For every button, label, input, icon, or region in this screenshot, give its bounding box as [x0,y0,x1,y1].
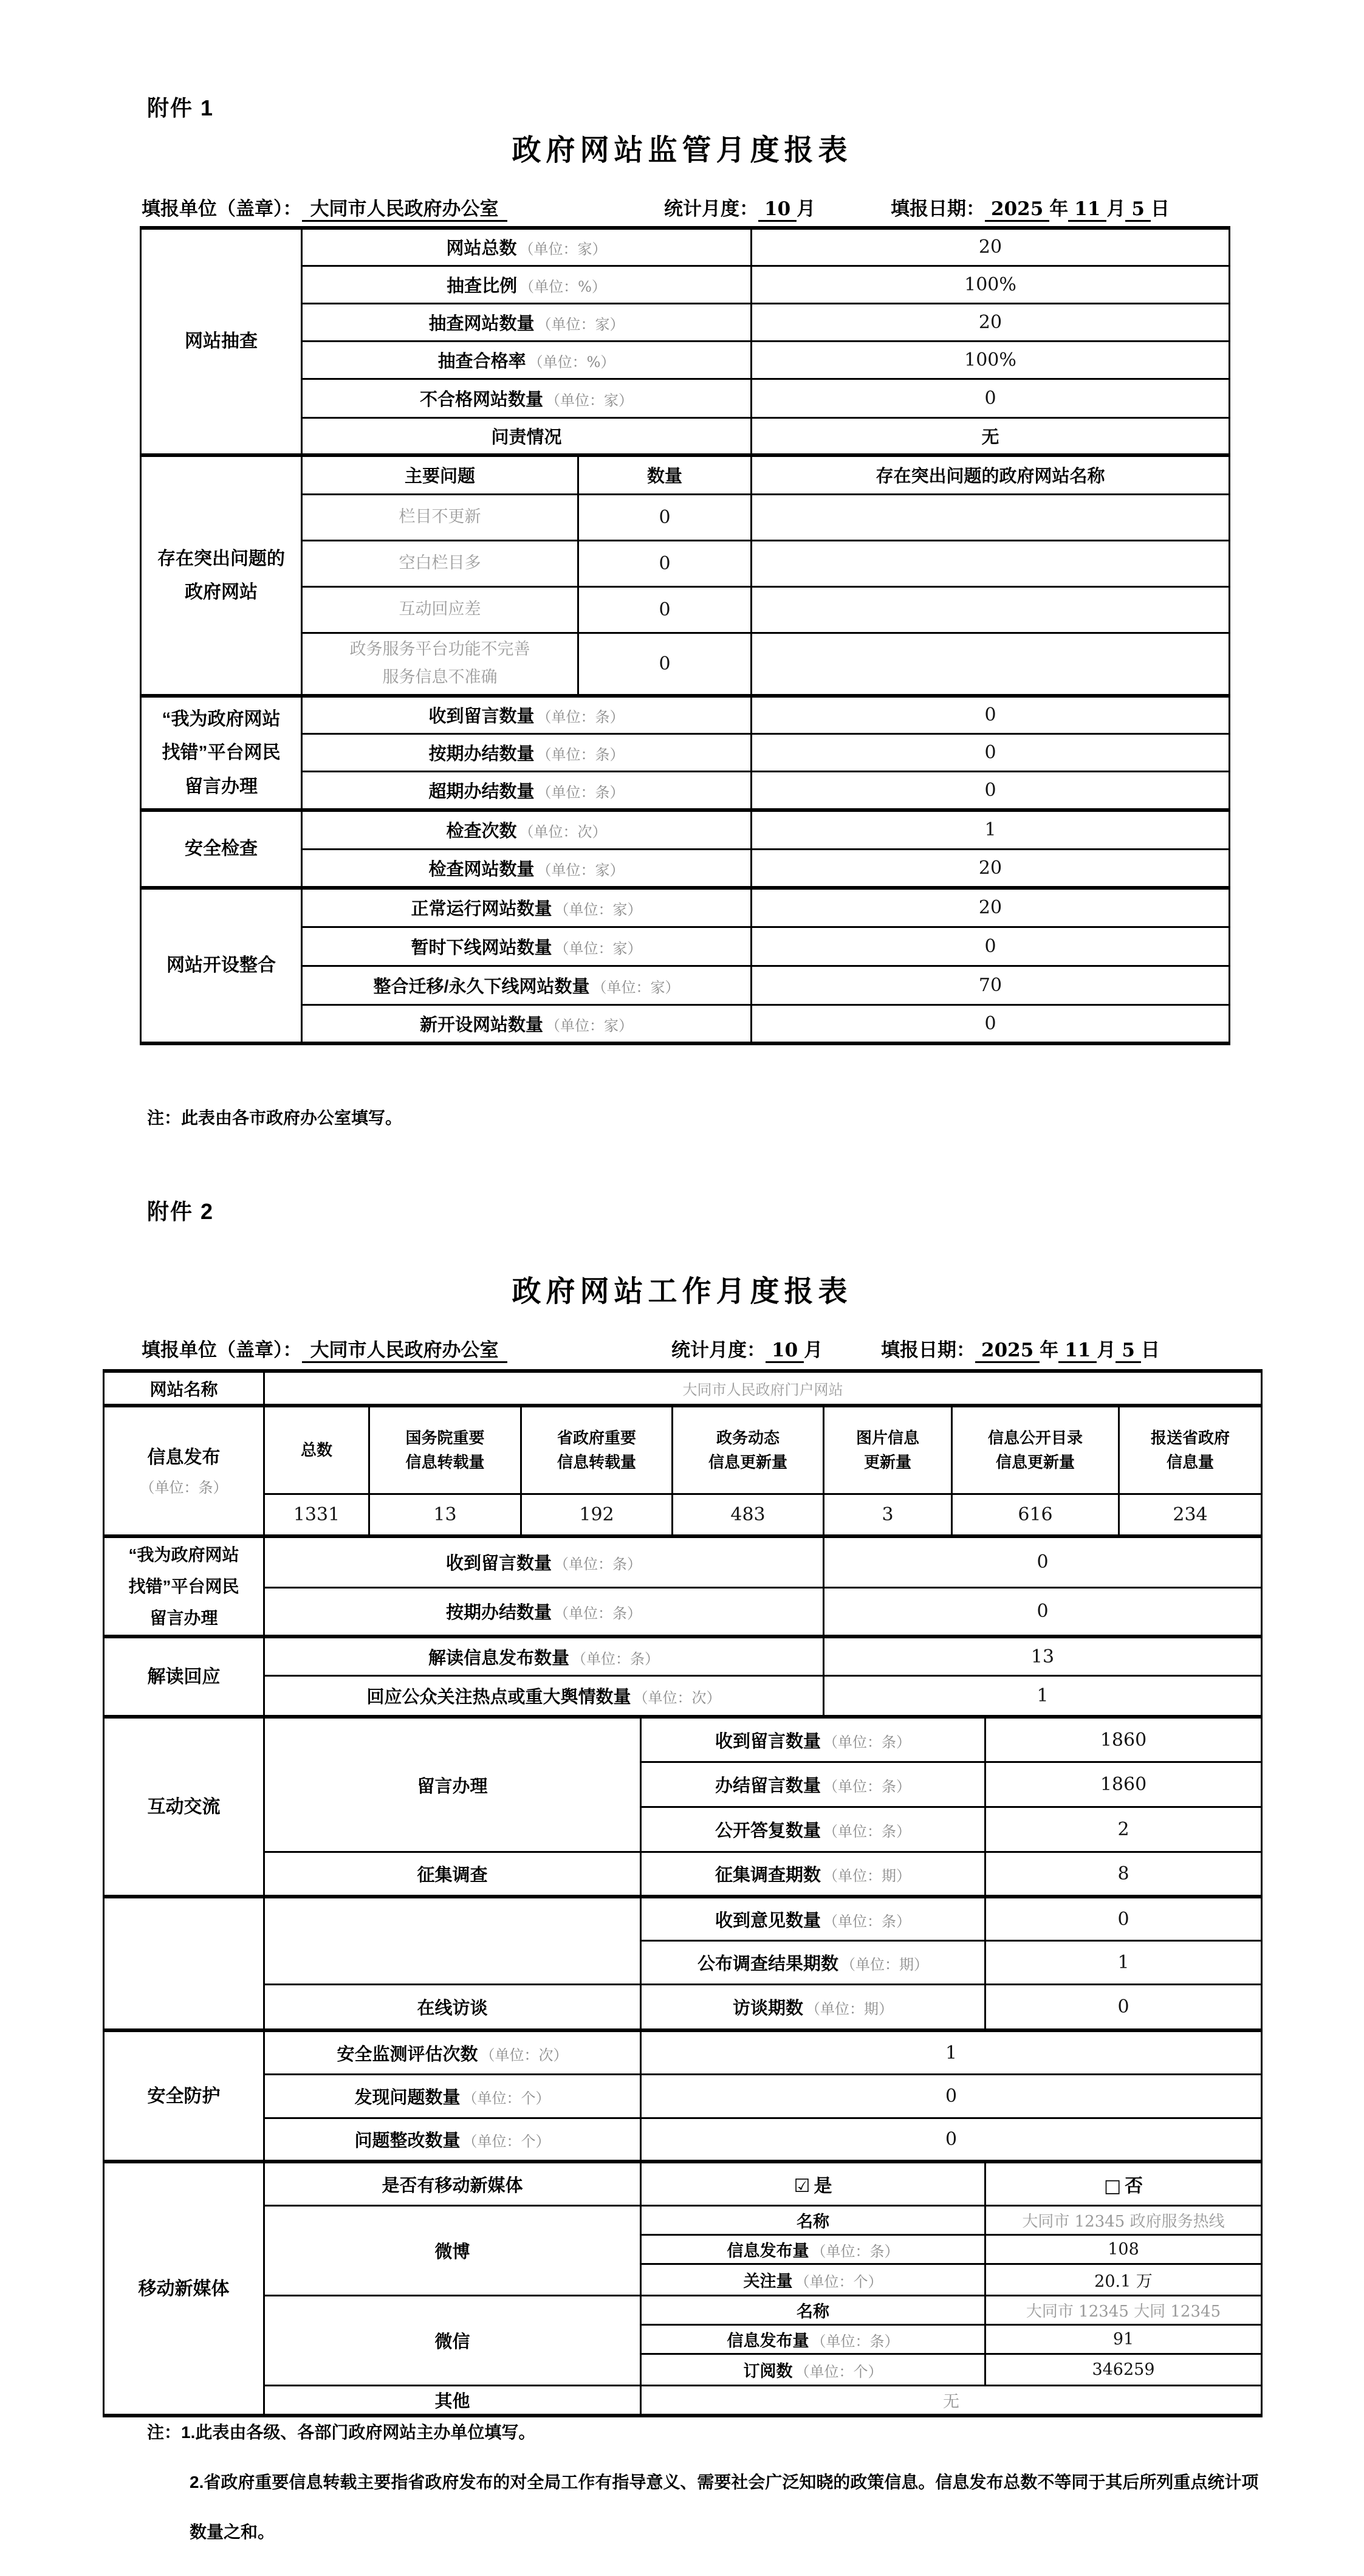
unit-text: （单位：条） [811,2332,899,2350]
label-text: 公布调查结果期数 [697,1954,838,1974]
yes-option [641,2162,985,2205]
row-label [641,2264,985,2295]
attachment1-title: 政府网站监管月度报表 [512,134,852,167]
issue-count: 0 [578,540,752,586]
row-value: 13 [824,1637,1262,1675]
label-text: 正常运行网站数量 [411,899,552,919]
row-label [264,1675,824,1717]
table-row [141,966,1230,1005]
label-text: 回应公众关注热点或重大舆情数量 [366,1688,631,1708]
subgroup-other: 其他 [264,2385,641,2416]
table-row [104,1897,1262,1940]
unit-text: （单位：条） [823,1777,911,1795]
table-row [141,586,1230,633]
header-line2: 信息更新量 [708,1453,787,1472]
label-text: 发现问题数量 [354,2087,461,2107]
table-row [104,2162,1262,2205]
table-row [104,2205,1262,2234]
label-text: 信息发布量 [727,2241,809,2260]
row-label [302,417,752,455]
no-option [985,2162,1262,2205]
label-text: 问责情况 [491,427,562,447]
yes-label: 是 [814,2176,832,2197]
checked-checkbox-icon: ☑ [793,2176,811,2197]
no-label: 否 [1125,2176,1143,2197]
attachment2-title: 政府网站工作月度报表 [512,1276,852,1308]
row-value: 1 [824,1675,1262,1717]
label-text: 抽查网站数量 [428,314,535,334]
table-row [104,1371,1262,1406]
issue-label: 互动回应差 [302,586,578,633]
header-line1: 信息公开目录 [987,1428,1083,1447]
report-date-day: 5 [1116,1339,1141,1363]
table-row [141,810,1230,849]
report-period [664,193,815,221]
unit-text: （单位：期） [823,1867,911,1885]
row-label [264,1637,824,1675]
table-row [141,849,1230,888]
table-row [104,2074,1262,2118]
row-label [264,2074,641,2118]
unit-text: （单位：家） [519,241,607,258]
row-label [302,888,752,927]
issue-sites [752,494,1230,540]
unit-text: （单位：个） [462,2133,550,2151]
label-text: 信息发布量 [727,2331,809,2350]
row-label [641,2295,985,2324]
column-header [952,1406,1119,1494]
info-value: 483 [673,1494,824,1536]
table-row [141,455,1230,494]
note-line-2: 2.省政府重要信息转载主要指省政府发布的对全局工作有指导意义、需要社会广泛知晓的政策信息。信息发布总数不等同于其后所列重点统计项数量之和。 [190,2473,1259,2541]
issue-label: 空白栏目多 [302,540,578,586]
row-label [264,1536,824,1587]
row-label [264,1587,824,1637]
unit-text: （单位：条） [536,709,625,726]
issue-line2: 服务信息不准确 [382,668,498,687]
group-unit-text: （单位：条） [140,1479,228,1497]
group-interpretation: 解读回应 [104,1637,264,1717]
group-mobile-new-media: 移动新媒体 [104,2162,264,2416]
unit-text: （单位：条） [536,783,625,801]
weibo-name-value: 大同市 12345 政府服务热线 [985,2205,1262,2234]
site-name-label: 网站名称 [104,1371,264,1406]
table-row [141,341,1230,379]
group-interaction: 互动交流 [104,1717,264,1897]
label-text: 暂时下线网站数量 [411,938,552,958]
label-text: 订阅数 [743,2361,793,2380]
unit-text: （单位：个） [462,2089,550,2107]
label-text: 收到留言数量 [445,1554,552,1574]
label-text: 收到留言数量 [428,707,535,727]
row-label [641,1807,985,1852]
row-value: 1860 [985,1762,1262,1807]
header-line1: 图片信息 [855,1428,919,1447]
row-label [641,2234,985,2264]
report-date-year: 2025 [985,198,1049,222]
report-period-label: 统计月度： [671,1339,766,1361]
label-text: 访谈期数 [732,1999,803,2019]
note-line-1: 注：1.此表由各级、各部门政府网站主办单位填写。 [147,2423,536,2442]
row-value: 0 [824,1587,1262,1637]
unit-text: （单位：次） [519,823,607,841]
table-row [104,1852,1262,1897]
label-text: 名称 [797,2212,829,2231]
table-row [104,1637,1262,1675]
row-label [641,2324,985,2354]
unit-text: （单位：次） [480,2046,568,2064]
unit-text: （单位：家） [554,939,642,957]
table-row [104,2030,1262,2074]
row-label [302,303,752,341]
row-label [264,2030,641,2074]
row-value: 1 [752,810,1230,849]
row-value: 20 [752,303,1230,341]
unit-text: （单位：个） [795,2363,883,2380]
row-value: 0 [641,2074,1262,2118]
header-line2: 信息转载量 [557,1453,636,1472]
table-row [141,888,1230,927]
row-label [302,810,752,849]
row-value: 0 [752,733,1230,771]
row-value: 8 [985,1852,1262,1897]
label-text: 办结留言数量 [715,1776,821,1796]
label-text: 整合迁移/永久下线网站数量 [373,977,590,997]
table-row [104,1406,1262,1494]
header-line1: 国务院重要 [405,1428,485,1447]
table-row [141,228,1230,266]
info-value: 1331 [264,1494,369,1536]
issue-sites [752,633,1230,696]
column-header [824,1406,952,1494]
column-header [521,1406,673,1494]
row-value: 70 [752,966,1230,1005]
group-label-line2: 政府网站 [185,582,258,602]
group-label-line2: 找错”平台网民 [128,1576,239,1596]
table-row [141,540,1230,586]
row-label [302,228,752,266]
report-date [881,1334,1160,1362]
issue-count: 0 [578,586,752,633]
unit-text: （单位：个） [795,2273,883,2290]
column-header-site: 存在突出问题的政府网站名称 [752,455,1230,494]
month-unit: 月 [1106,198,1126,219]
group-feedback-platform [141,696,302,810]
table-row [104,1984,1262,2030]
row-label [302,771,752,810]
header-line1: 省政府重要 [557,1428,636,1447]
table-row [104,2118,1262,2162]
row-label [641,2354,985,2385]
label-text: 公开答复数量 [715,1821,821,1841]
column-header [673,1406,824,1494]
attachment1-note: 注：此表由各市政府办公室填写。 [147,1108,403,1127]
report-date-day: 5 [1125,198,1151,222]
group-label-line3: 留言办理 [185,776,258,797]
row-value: 1860 [985,1717,1262,1762]
unit-text: （单位：条） [554,1605,642,1623]
row-value: 2 [985,1807,1262,1852]
subgroup-online-interview: 在线访谈 [264,1984,641,2030]
has-mobile-media-label: 是否有移动新媒体 [264,2162,641,2205]
group-security-protection: 安全防护 [104,2030,264,2162]
row-label [302,1005,752,1043]
group-feedback-platform [104,1536,264,1637]
attachment2-notes [147,2408,1259,2557]
attachment1-meta-line [0,193,1364,221]
label-text: 超期办结数量 [428,781,535,802]
day-unit: 日 [1141,1339,1160,1361]
unit-text: （单位：家） [554,901,642,919]
label-text: 按期办结数量 [445,1603,552,1623]
row-value: 0 [752,1005,1230,1043]
table-row [141,1005,1230,1043]
row-value: 20.1 万 [985,2264,1262,2295]
header-line1: 报送省政府 [1150,1428,1230,1447]
row-value: 0 [985,1897,1262,1940]
row-label [302,927,752,966]
group-label-line1: “我为政府网站 [162,709,281,729]
issue-label: 栏目不更新 [302,494,578,540]
label-text: 名称 [797,2302,829,2321]
header-line1: 政务动态 [716,1428,780,1447]
row-label [641,1717,985,1762]
site-name-value: 大同市人民政府门户网站 [264,1371,1262,1406]
work-report-table [103,1369,1263,2417]
issue-count: 0 [578,494,752,540]
row-value: 0 [752,696,1230,733]
day-unit: 日 [1151,198,1170,219]
row-value: 1 [641,2030,1262,2074]
issue-sites [752,586,1230,633]
label-text: 征集调查期数 [715,1866,821,1886]
table-row [104,1717,1262,1762]
table-row [141,303,1230,341]
row-label [302,733,752,771]
row-label [302,341,752,379]
info-value: 13 [369,1494,521,1536]
attachment2-label: 附件 2 [147,1199,214,1224]
issue-sites [752,540,1230,586]
report-unit-label: 填报单位（盖章）： [142,1339,302,1361]
row-label [641,1940,985,1984]
report-period-unit: 月 [804,1339,823,1361]
label-text: 收到留言数量 [715,1731,821,1751]
subgroup-survey: 征集调查 [264,1852,641,1897]
attachment1-label: 附件 1 [147,95,214,120]
label-text: 抽查合格率 [437,351,526,371]
row-label [641,1762,985,1807]
row-label [302,966,752,1005]
header-line2: 更新量 [863,1453,911,1472]
unit-text: （单位：%） [519,278,606,295]
group-site-integration: 网站开设整合 [141,888,302,1043]
group-site-check: 网站抽查 [141,228,302,455]
row-label [641,1897,985,1940]
row-value: 0 [752,771,1230,810]
issue-line1: 政务服务平台功能不完善 [349,640,530,659]
group-label-line1: 存在突出问题的 [157,548,285,569]
label-text: 问题整改数量 [354,2131,461,2151]
unit-text: （单位：期） [806,2001,893,2018]
table-row [141,733,1230,771]
unit-text: （单位：家） [592,978,680,996]
report-date [891,193,1170,221]
label-text: 不合格网站数量 [420,390,544,410]
unchecked-checkbox-icon: □ [1103,2176,1122,2197]
report-date-year: 2025 [975,1339,1040,1363]
row-label [641,1852,985,1897]
info-value: 234 [1119,1494,1262,1536]
report-period-value: 10 [758,198,797,222]
group-label-line2: 找错”平台网民 [162,743,281,763]
table-row [141,417,1230,455]
report-date-label: 填报日期： [881,1339,975,1361]
report-period-label: 统计月度： [664,198,758,219]
row-value: 100% [752,266,1230,303]
row-value: 0 [641,2118,1262,2162]
report-date-label: 填报日期： [891,198,985,219]
unit-text: （单位：家） [546,1017,634,1034]
unit-text: （单位：家） [536,315,625,333]
label-text: 收到意见数量 [715,1911,821,1931]
column-header [369,1406,521,1494]
row-value: 1 [985,1940,1262,1984]
header-line2: 信息量 [1166,1453,1214,1472]
unit-text: （单位：条） [823,1733,911,1751]
table-row [141,696,1230,733]
table-row [141,633,1230,696]
unit-text: （单位：条） [536,746,625,763]
column-header-issue: 主要问题 [302,455,578,494]
subgroup-weibo: 微博 [264,2205,641,2295]
unit-text: （单位：条） [811,2242,899,2260]
row-value: 0 [985,1984,1262,2030]
unit-text: （单位：次） [633,1689,721,1707]
header-line2: 信息更新量 [995,1453,1075,1472]
label-text: 新开设网站数量 [420,1015,544,1035]
row-label [641,1984,985,2030]
unit-text: （单位：家） [536,861,625,879]
group-label-line1: “我为政府网站 [128,1545,239,1564]
report-period [671,1334,823,1362]
table-row [141,927,1230,966]
empty-group-cell [104,1897,264,2030]
group-info-publish [104,1406,264,1536]
label-text: 按期办结数量 [428,744,535,764]
label-text: 安全监测评估次数 [337,2044,478,2064]
report-date-month: 11 [1068,198,1106,222]
unit-text: （单位：条） [572,1650,659,1668]
row-value: 108 [985,2234,1262,2264]
unit-text: （单位：家） [546,391,634,409]
table-row [104,1494,1262,1536]
year-unit: 年 [1049,198,1069,219]
group-label-text: 信息发布 [147,1447,221,1468]
table-row [141,266,1230,303]
subgroup-wechat: 微信 [264,2295,641,2385]
info-value: 616 [952,1494,1119,1536]
empty-subgroup-cell [264,1897,641,1984]
unit-text: （单位：期） [841,1956,928,1973]
info-value: 3 [824,1494,952,1536]
row-value: 20 [752,228,1230,266]
header-line2: 信息转载量 [405,1453,485,1472]
report-unit-value: 大同市人民政府办公室 [302,198,507,222]
unit-text: （单位：条） [823,1912,911,1930]
row-label [264,2118,641,2162]
issue-count: 0 [578,633,752,696]
report-period-unit: 月 [797,198,816,219]
unit-text: （单位：%） [528,353,615,371]
column-header-count: 数量 [578,455,752,494]
label-text: 网站总数 [446,239,517,259]
row-value: 0 [752,379,1230,417]
row-value: 20 [752,888,1230,927]
year-unit: 年 [1040,1339,1059,1361]
label-text: 检查次数 [446,822,517,842]
report-unit-label: 填报单位（盖章）： [142,198,302,219]
row-label [302,849,752,888]
wechat-name-value: 大同市 12345 大同 12345 [985,2295,1262,2324]
group-problem-sites [141,455,302,696]
row-value: 0 [752,927,1230,966]
report-unit [142,193,507,221]
subgroup-message-handling: 留言办理 [264,1717,641,1852]
row-value: 0 [824,1536,1262,1587]
row-label [302,696,752,733]
month-unit: 月 [1097,1339,1116,1361]
supervision-table [140,226,1230,1045]
column-header [264,1406,369,1494]
row-value: 91 [985,2324,1262,2354]
unit-text: （单位：条） [554,1556,642,1573]
table-row [104,1536,1262,1587]
row-value: 无 [752,417,1230,455]
row-label [641,2205,985,2234]
row-value: 346259 [985,2354,1262,2385]
column-header [1119,1406,1262,1494]
table-row [104,1675,1262,1717]
info-value: 192 [521,1494,673,1536]
row-value: 20 [752,849,1230,888]
issue-label [302,633,578,696]
group-security-check: 安全检查 [141,810,302,888]
other-value: 无 [641,2385,1262,2416]
row-value: 100% [752,341,1230,379]
table-row [141,379,1230,417]
attachment2-meta-line [0,1334,1364,1362]
label-text: 检查网站数量 [428,859,535,879]
header-line1: 总数 [300,1441,332,1460]
report-date-month: 11 [1058,1339,1097,1363]
label-text: 解读信息发布数量 [428,1648,569,1668]
group-label-line3: 留言办理 [149,1608,218,1627]
label-text: 抽查比例 [447,276,518,296]
row-label [302,266,752,303]
report-unit [142,1334,507,1362]
unit-text: （单位：条） [823,1822,911,1840]
row-label [302,379,752,417]
report-unit-value: 大同市人民政府办公室 [302,1339,507,1363]
table-row [104,1587,1262,1637]
table-row [141,494,1230,540]
table-row [104,2295,1262,2324]
table-row [141,771,1230,810]
label-text: 关注量 [743,2272,793,2290]
report-period-value: 10 [766,1339,804,1363]
